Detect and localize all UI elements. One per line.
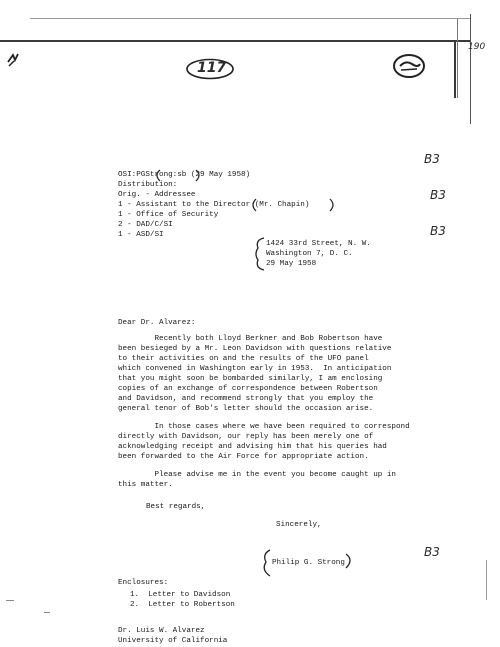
- paragraph-2-line-2: directly with Davidson, our reply has been merely one of: [118, 433, 374, 441]
- enclosure-item-1: 1. Letter to Davidson: [130, 591, 231, 599]
- margin-mark-4: B3: [424, 545, 440, 559]
- address-line-2: Washington 7, D. C.: [266, 250, 353, 258]
- paragraph-3-line-2: this matter.: [118, 481, 173, 489]
- routing-line-2: Distribution:: [118, 181, 178, 189]
- routing-line-4: 1 - Assistant to the Director (Mr. Chapin): [118, 201, 310, 209]
- paragraph-1-line-5: that you might soon be bombarded similarly, I am enclosing: [118, 375, 383, 383]
- corner-number: 190: [468, 42, 486, 52]
- routing-line-1: OSI:PGStrong:sb (29 May 1958): [118, 171, 251, 179]
- routing-line-5: 1 - Office of Security: [118, 211, 219, 219]
- margin-scribble-icon: [6, 52, 20, 68]
- address-line-1: 1424 33rd Street, N. W.: [266, 240, 371, 248]
- signature-name: Philip G. Strong: [272, 559, 345, 567]
- addressee-line-1: Dr. Luis W. Alvarez: [118, 627, 205, 635]
- routing-line-3: Orig. - Addressee: [118, 191, 196, 199]
- closing: Best regards,: [146, 503, 206, 511]
- signoff: Sincerely,: [276, 521, 322, 529]
- margin-mark-1: B3: [424, 152, 440, 166]
- enclosure-item-2: 2. Letter to Robertson: [130, 601, 235, 609]
- paragraph-1-line-6: copies of an exchange of correspondence between Robertson: [118, 385, 378, 393]
- paragraph-1-line-4: which convened in Washington early in 1953. In anticipation: [118, 365, 392, 373]
- routing-bracket-marks: [150, 165, 350, 215]
- top-right-edge-line: [457, 18, 458, 98]
- margin-mark-2: B3: [430, 188, 446, 202]
- scan-dash-1: [6, 600, 14, 601]
- address-line-3: 29 May 1958: [266, 260, 317, 268]
- circled-stamp-icon: [392, 52, 426, 80]
- top-border-line: [0, 40, 470, 42]
- paragraph-2-line-4: been forwarded to the Air Force for appropriate action.: [118, 453, 369, 461]
- paragraph-2-line-3: acknowledging receipt and advising him that his queries had: [118, 443, 387, 451]
- right-border-line: [454, 40, 456, 98]
- top-right-edge-line-2: [470, 14, 471, 124]
- scan-dash-3: [486, 560, 487, 600]
- routing-line-6: 2 - DAD/C/SI: [118, 221, 173, 229]
- scan-dash-2: [44, 612, 50, 613]
- paragraph-1-line-7: and Davidson, and recommend strongly that you employ the: [118, 395, 374, 403]
- salutation: Dear Dr. Alvarez:: [118, 319, 196, 327]
- page-number: 117: [197, 60, 227, 76]
- top-edge-strip: [30, 18, 470, 19]
- paragraph-3-line-1: Please advise me in the event you become caught up in: [118, 471, 396, 479]
- margin-mark-3: B3: [430, 224, 446, 238]
- paragraph-2-line-1: In those cases where we have been required to correspond: [118, 423, 410, 431]
- paragraph-1-line-2: been besieged by a Mr. Leon Davidson with questions relative: [118, 345, 392, 353]
- paragraph-1-line-8: general tenor of Bob's letter should the occasion arise.: [118, 405, 374, 413]
- paragraph-1-line-1: Recently both Lloyd Berkner and Bob Robertson have: [118, 335, 383, 343]
- routing-line-7: 1 - ASD/SI: [118, 231, 164, 239]
- addressee-line-2: University of California: [118, 637, 228, 645]
- address-bracket: [252, 236, 266, 272]
- paragraph-1-line-3: to their activities on and the results of the UFO panel: [118, 355, 369, 363]
- enclosures-heading: Enclosures:: [118, 579, 169, 587]
